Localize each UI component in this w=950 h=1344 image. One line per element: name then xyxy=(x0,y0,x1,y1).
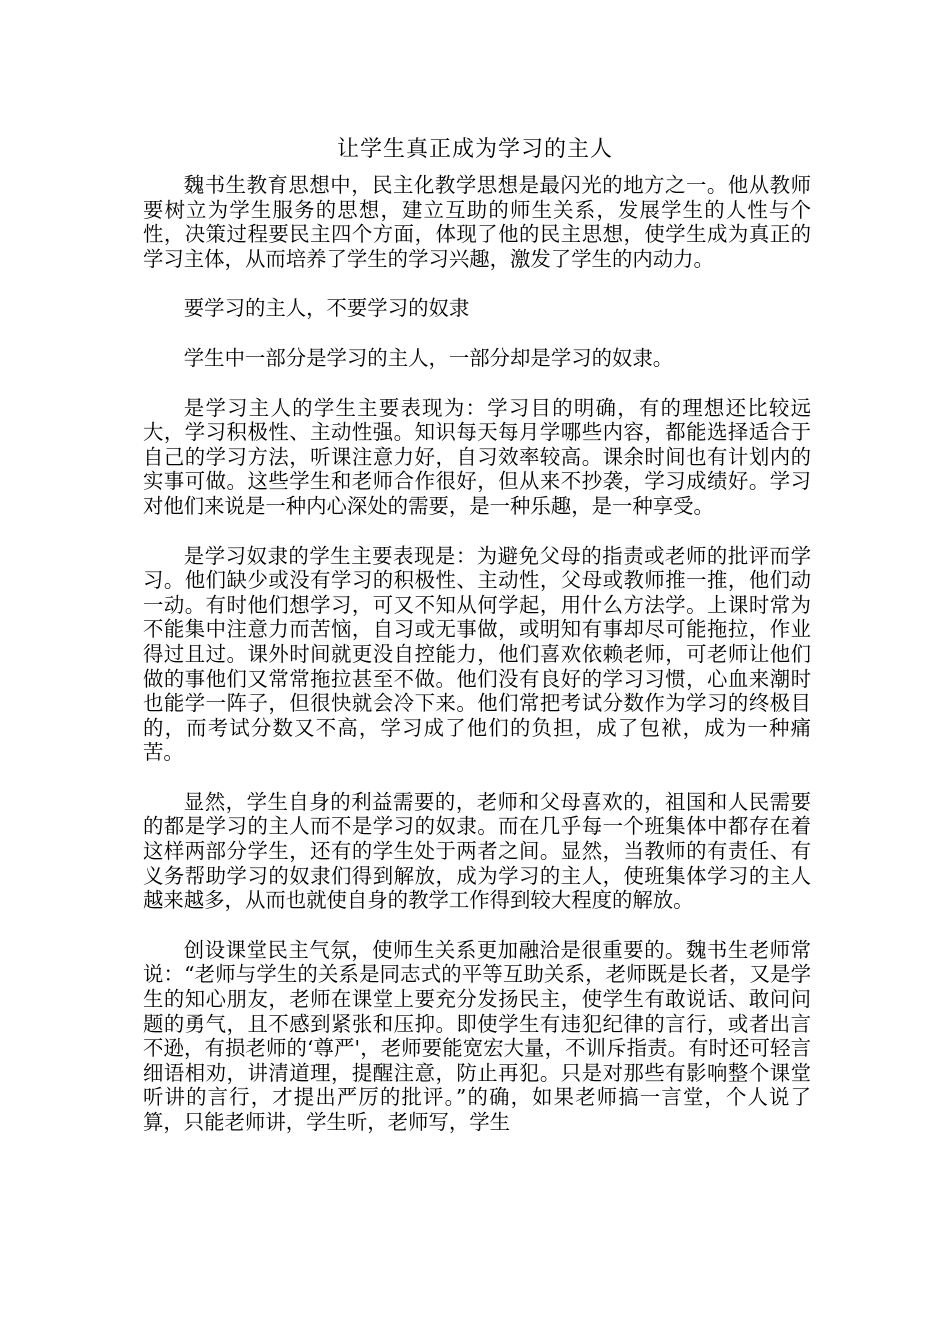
document-body xyxy=(143,173,811,1135)
paragraph-democratic-classroom: 创设课堂民主气氛，使师生关系更加融洽是很重要的。魏书生老师常说：“老师与学生的关系是同志式的平等互助关系，老师既是长者，又是学生的知心朋友，老师在课堂上要充分发扬民主，使学生有敢说话、敢问问题的勇气，且不感到紧张和压抑。即使学生有违犯纪律的言行，或者出言不逊，有损老师的‘尊严'，老师要能宽宏大量，不训斥指责。有时还可轻言细语相劝，讲清道理，提醒注意，防止再犯。只是对那些有影响整个课堂听讲的言行，才提出严厉的批评。”的确，如果老师搞一言堂，个人说了算，只能老师讲，学生听，老师写，学生 xyxy=(143,937,811,1134)
paragraph-section-heading: 要学习的主人，不要学习的奴隶 xyxy=(183,296,470,321)
paragraph-teacher-duty: 显然，学生自身的利益需要的，老师和父母喜欢的，祖国和人民需要的都是学习的主人而不是学习的奴隶。而在几乎每一个班集体中都存在着这样两部分学生，还有的学生处于两者之间。显然，当教师的有责任、有义务帮助学习的奴隶们得到解放，成为学习的主人，使班集体学习的主人越来越多，从而也就使自身的教学工作得到较大程度的解放。 xyxy=(143,789,811,913)
paragraph-two-groups: 学生中一部分是学习的主人，一部分却是学习的奴隶。 xyxy=(183,345,674,370)
paragraph-intro: 魏书生教育思想中，民主化教学思想是最闪光的地方之一。他从教师要树立为学生服务的思想，建立互助的师生关系，发展学生的人性与个性，决策过程要民主四个方面，体现了他的民主思想，使学生成为真正的学习主体，从而培养了学生的学习兴趣，激发了学生的内动力。 xyxy=(143,173,811,271)
paragraph-slave-traits: 是学习奴隶的学生主要表现是：为避免父母的指责或老师的批评而学习。他们缺少或没有学习的积极性、主动性，父母或教师推一推，他们动一动。有时他们想学习，可又不知从何学起，用什么方法学。上课时常为不能集中注意力而苦恼，自习或无事做，或明知有事却尽可能拖拉，作业得过且过。课外时间就更没自控能力，他们喜欢依赖老师，可老师让他们做的事他们又常常拖拉甚至不做。他们没有良好的学习习惯，心血来潮时也能学一阵子，但很快就会冷下来。他们常把考试分数作为学习的终极目的，而考试分数又不高，学习成了他们的负担，成了包袱，成为一种痛苦。 xyxy=(143,543,811,765)
document-title: 让学生真正成为学习的主人 xyxy=(336,137,613,162)
paragraph-master-traits: 是学习主人的学生主要表现为：学习目的明确，有的理想还比较远大，学习积极性、主动性强。知识每天每月学哪些内容，都能选择适合于自己的学习方法，听课注意力好，自习效率较高。课余时间也有计划内的实事可做。这些学生和老师合作很好，但从来不抄袭，学习成绩好。学习对他们来说是一种内心深处的需要，是一种乐趣，是一种享受。 xyxy=(143,395,811,518)
